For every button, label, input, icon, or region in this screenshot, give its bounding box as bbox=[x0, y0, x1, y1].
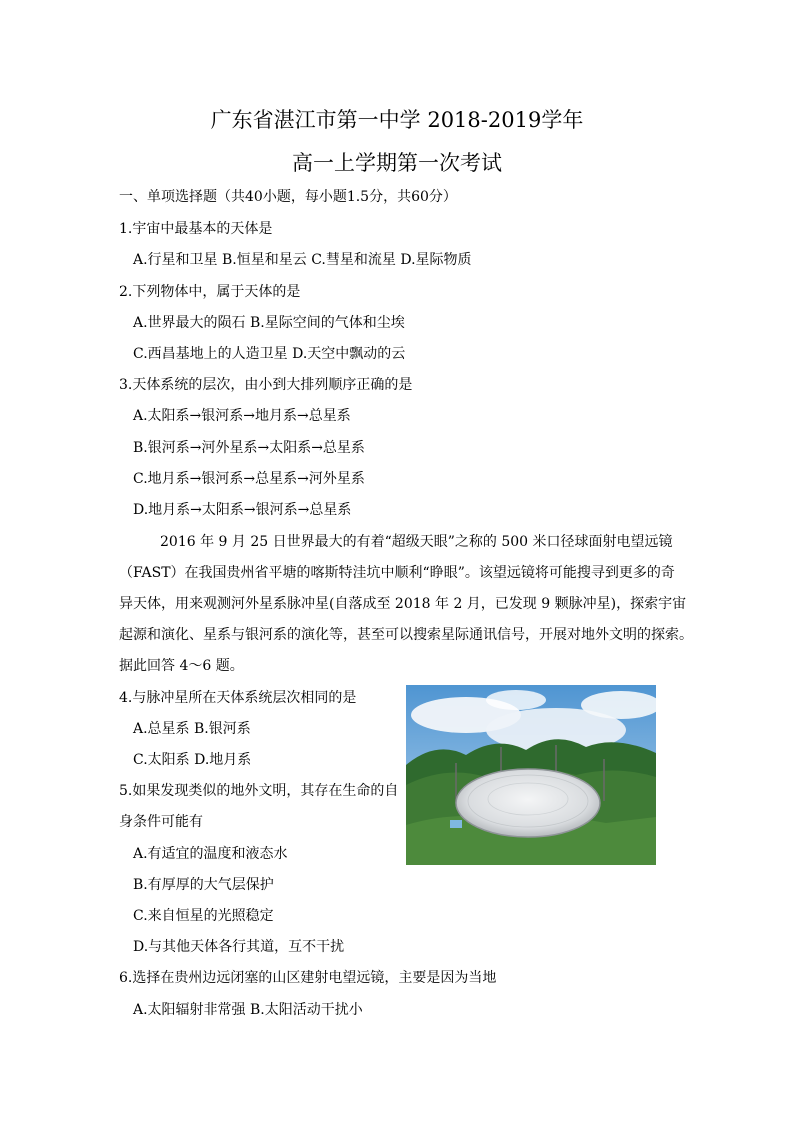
passage-line-2: （FAST）在我国贵州省平塘的喀斯特洼坑中顺利“睁眼”。该望远镜将可能搜寻到更多的奇 bbox=[119, 565, 675, 581]
passage-line-3: 异天体，用来观测河外星系脉冲星(自落成至 2018 年 2 月，已发现 9 颗脉冲星)，探索宇宙 bbox=[119, 596, 687, 612]
q3-option-b: B.银河系→河外星系→太阳系→总星系 bbox=[133, 440, 365, 456]
q4-option-c: C.太阳系 bbox=[133, 752, 190, 768]
question-2-options-row2 bbox=[133, 343, 405, 363]
question-3-stem: 3.天体系统的层次，由小到大排列顺序正确的是 bbox=[119, 377, 413, 393]
q1-option-d: D.星际物质 bbox=[400, 252, 472, 268]
q4-option-d: D.地月系 bbox=[194, 752, 252, 768]
q1-option-c: C.彗星和流星 bbox=[311, 252, 396, 268]
q3-option-c: C.地月系→银河系→总星系→河外星系 bbox=[133, 471, 365, 487]
fast-telescope-photo bbox=[406, 685, 656, 865]
question-4-options-row1 bbox=[133, 718, 251, 738]
question-2-options-row1 bbox=[133, 312, 405, 332]
question-6-stem: 6.选择在贵州边远闭塞的山区建射电望远镜，主要是因为当地 bbox=[119, 970, 497, 986]
q2-option-d: D.天空中飘动的云 bbox=[292, 346, 406, 362]
question-1-options bbox=[133, 249, 472, 269]
question-5-stem-line1: 5.如果发现类似的地外文明，其存在生命的自 bbox=[119, 783, 399, 799]
q1-option-a: A.行星和卫星 bbox=[133, 252, 218, 268]
passage-line-4: 起源和演化、星系与银河系的演化等，甚至可以搜索星际通讯信号，开展对地外文明的探索。 bbox=[119, 627, 693, 643]
passage-line-5: 据此回答 4～6 题。 bbox=[119, 658, 244, 674]
q1-option-b: B.恒星和星云 bbox=[222, 252, 307, 268]
q3-option-a: A.太阳系→银河系→地月系→总星系 bbox=[133, 408, 351, 424]
section-heading: 一、单项选择题（共40小题，每小题1.5分，共60分） bbox=[119, 189, 457, 205]
question-2-stem: 2.下列物体中，属于天体的是 bbox=[119, 284, 301, 300]
page-title-line1: 广东省湛江市第一中学 2018-2019学年 bbox=[210, 108, 584, 132]
q2-option-a: A.世界最大的陨石 bbox=[133, 315, 246, 331]
q6-option-b: B.太阳活动干扰小 bbox=[250, 1002, 363, 1018]
question-5-stem-line2: 身条件可能有 bbox=[119, 814, 203, 830]
q4-option-b: B.银河系 bbox=[194, 721, 251, 737]
question-4-options-row2 bbox=[133, 749, 251, 769]
q5-option-c: C.来自恒星的光照稳定 bbox=[133, 908, 274, 924]
passage-line-1: 2016 年 9 月 25 日世界最大的有着“超级天眼”之称的 500 米口径球面射电望远镜 bbox=[160, 534, 673, 550]
q2-option-b: B.星际空间的气体和尘埃 bbox=[250, 315, 405, 331]
question-4-stem: 4.与脉冲星所在天体系统层次相同的是 bbox=[119, 690, 357, 706]
telescope-illustration bbox=[406, 685, 656, 865]
question-6-options-row1 bbox=[133, 999, 363, 1019]
q5-option-b: B.有厚厚的大气层保护 bbox=[133, 877, 274, 893]
q4-option-a: A.总星系 bbox=[133, 721, 190, 737]
q3-option-d: D.地月系→太阳系→银河系→总星系 bbox=[133, 502, 352, 518]
page-title-line2: 高一上学期第一次考试 bbox=[292, 151, 502, 175]
q5-option-d: D.与其他天体各行其道，互不干扰 bbox=[133, 939, 345, 955]
question-1-stem: 1.宇宙中最基本的天体是 bbox=[119, 221, 273, 237]
q2-option-c: C.西昌基地上的人造卫星 bbox=[133, 346, 288, 362]
q5-option-a: A.有适宜的温度和液态水 bbox=[133, 846, 288, 862]
q6-option-a: A.太阳辐射非常强 bbox=[133, 1002, 246, 1018]
